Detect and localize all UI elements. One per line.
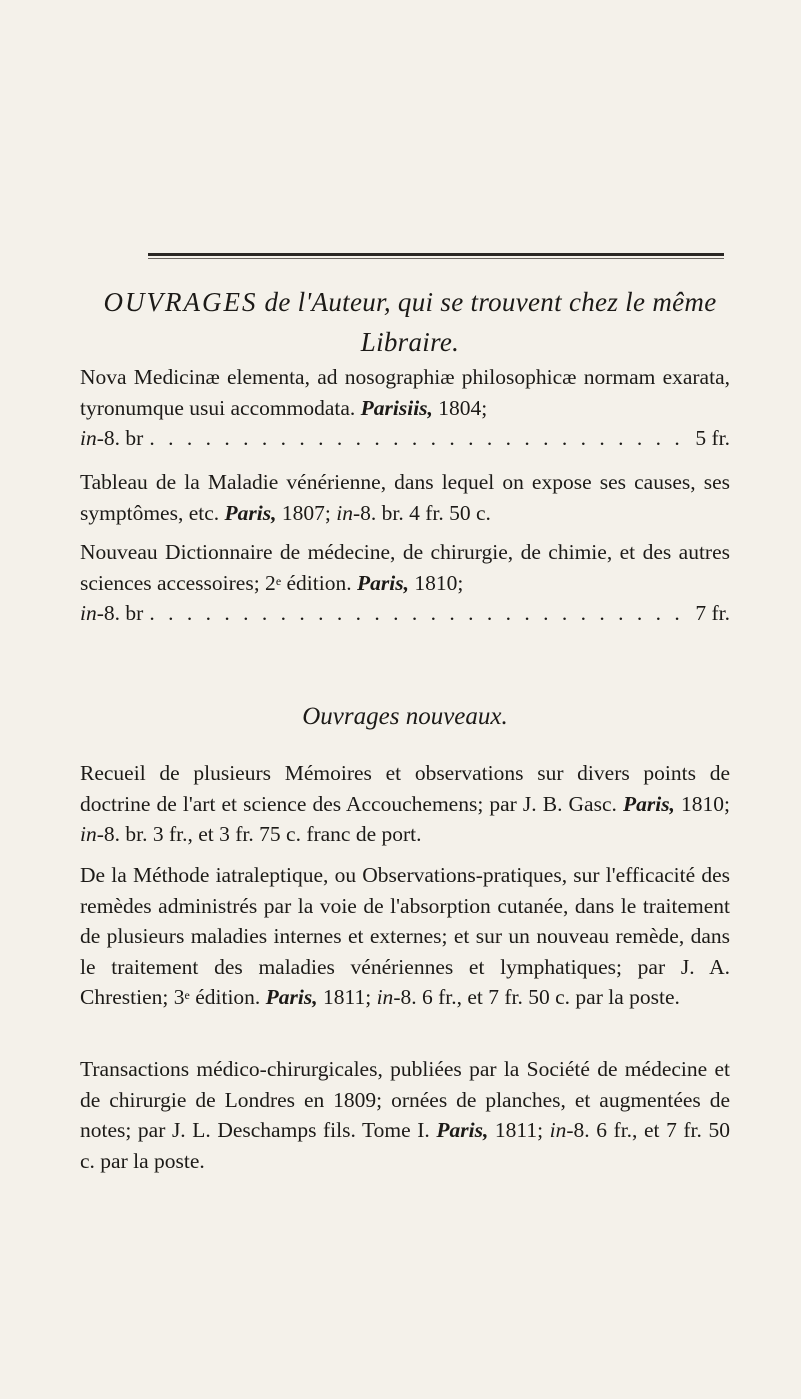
entry-place: Paris,	[436, 1118, 489, 1142]
top-rule-thin	[148, 258, 724, 259]
entry-format: in	[80, 426, 97, 450]
entry-text: De la Méthode iatraleptique, ou Observations-pratiques, sur l'efficacité des remèdes administrés par la voie de l'absorption cutanée, dans le traitement de plusieurs maladies internes et externes; et sur un nouveau remède, dans le traitement des maladies vénériennes et lymphatiques; par J. A. Chrestien; 3	[80, 863, 730, 1009]
entry-format-rest: -8. br. 4 fr. 50 c.	[352, 500, 491, 525]
page-heading	[90, 282, 730, 362]
entry-sup: e	[275, 573, 282, 588]
new-work-entry-transactions	[80, 1054, 730, 1176]
entry-edition: édition.	[281, 570, 357, 595]
entry-place: Paris,	[224, 500, 277, 525]
entry-year: 1811;	[317, 985, 377, 1009]
entry-place: Parisiis,	[360, 395, 433, 420]
entry-format-line	[80, 423, 730, 454]
leader-dots	[149, 423, 689, 454]
entry-format-rest: -8. br	[96, 601, 144, 625]
entry-place: Paris,	[356, 570, 409, 595]
entry-format-rest: -8. br	[96, 426, 144, 450]
entry-year: 1810;	[674, 791, 730, 816]
entry-text: Transactions médico-chirurgicales, publiées par la Société de médecine et de chirurgie de Londres en 1809; ornées de planches, et augmentées de notes; par J. L. Deschamps fils. Tome I.	[80, 1057, 730, 1142]
entry-format-rest: -8. 6 fr., et 7 fr. 50 c. par la poste.	[393, 985, 680, 1009]
entry-format: in	[80, 822, 97, 846]
entry-year: 1804;	[432, 395, 488, 420]
entry-format: in	[376, 985, 394, 1009]
work-entry-nouveau-dictionnaire	[80, 537, 730, 629]
entry-edition: édition.	[189, 985, 266, 1009]
entry-place: Paris,	[265, 985, 318, 1009]
work-entry-tableau-maladie	[80, 467, 730, 528]
entry-format: in	[549, 1118, 567, 1142]
entry-year: 1807;	[276, 500, 337, 525]
new-work-entry-methode-iatraleptique	[80, 860, 730, 1013]
entry-text: Nova Medicinæ elementa, ad nosographiæ philosophicæ normam exarata, tyronumque usui accommodata.	[80, 365, 730, 420]
new-work-entry-recueil	[80, 758, 730, 850]
entry-year: 1811;	[488, 1118, 550, 1142]
heading-line2: Libraire.	[360, 327, 460, 357]
heading-rest: de l'Auteur, qui se trouvent chez le même	[257, 287, 717, 317]
entry-text: Recueil de plusieurs Mémoires et observations sur divers points de doctrine de l'art et science des Accouchemens; par J. B. Gasc.	[80, 761, 730, 816]
entry-price: 5 fr.	[695, 426, 730, 450]
work-entry-nova-medicinae	[80, 362, 730, 454]
heading-lead: OUVRAGES	[103, 287, 258, 317]
entry-format-line	[80, 598, 730, 629]
entry-format-rest: -8. br. 3 fr., et 3 fr. 75 c. franc de port.	[96, 822, 422, 846]
leader-dots	[149, 598, 689, 629]
new-works-heading: Ouvrages nouveaux.	[302, 703, 508, 730]
entry-year: 1810;	[408, 570, 464, 595]
entry-text: Nouveau Dictionnaire de médecine, de chirurgie, de chimie, et des autres sciences accessoires; 2	[80, 540, 730, 595]
entry-place: Paris,	[622, 791, 675, 816]
entry-price: 7 fr.	[695, 601, 730, 625]
entry-format-rest: -8. 6 fr., et 7 fr. 50 c. par la poste.	[80, 1118, 730, 1173]
entry-format: in	[80, 601, 97, 625]
entry-text: Tableau de la Maladie vénérienne, dans lequel on expose ses causes, ses symptômes, etc.	[80, 470, 730, 525]
top-rule	[148, 253, 724, 256]
entry-sup: e	[184, 988, 190, 1002]
entry-format: in	[336, 500, 353, 525]
